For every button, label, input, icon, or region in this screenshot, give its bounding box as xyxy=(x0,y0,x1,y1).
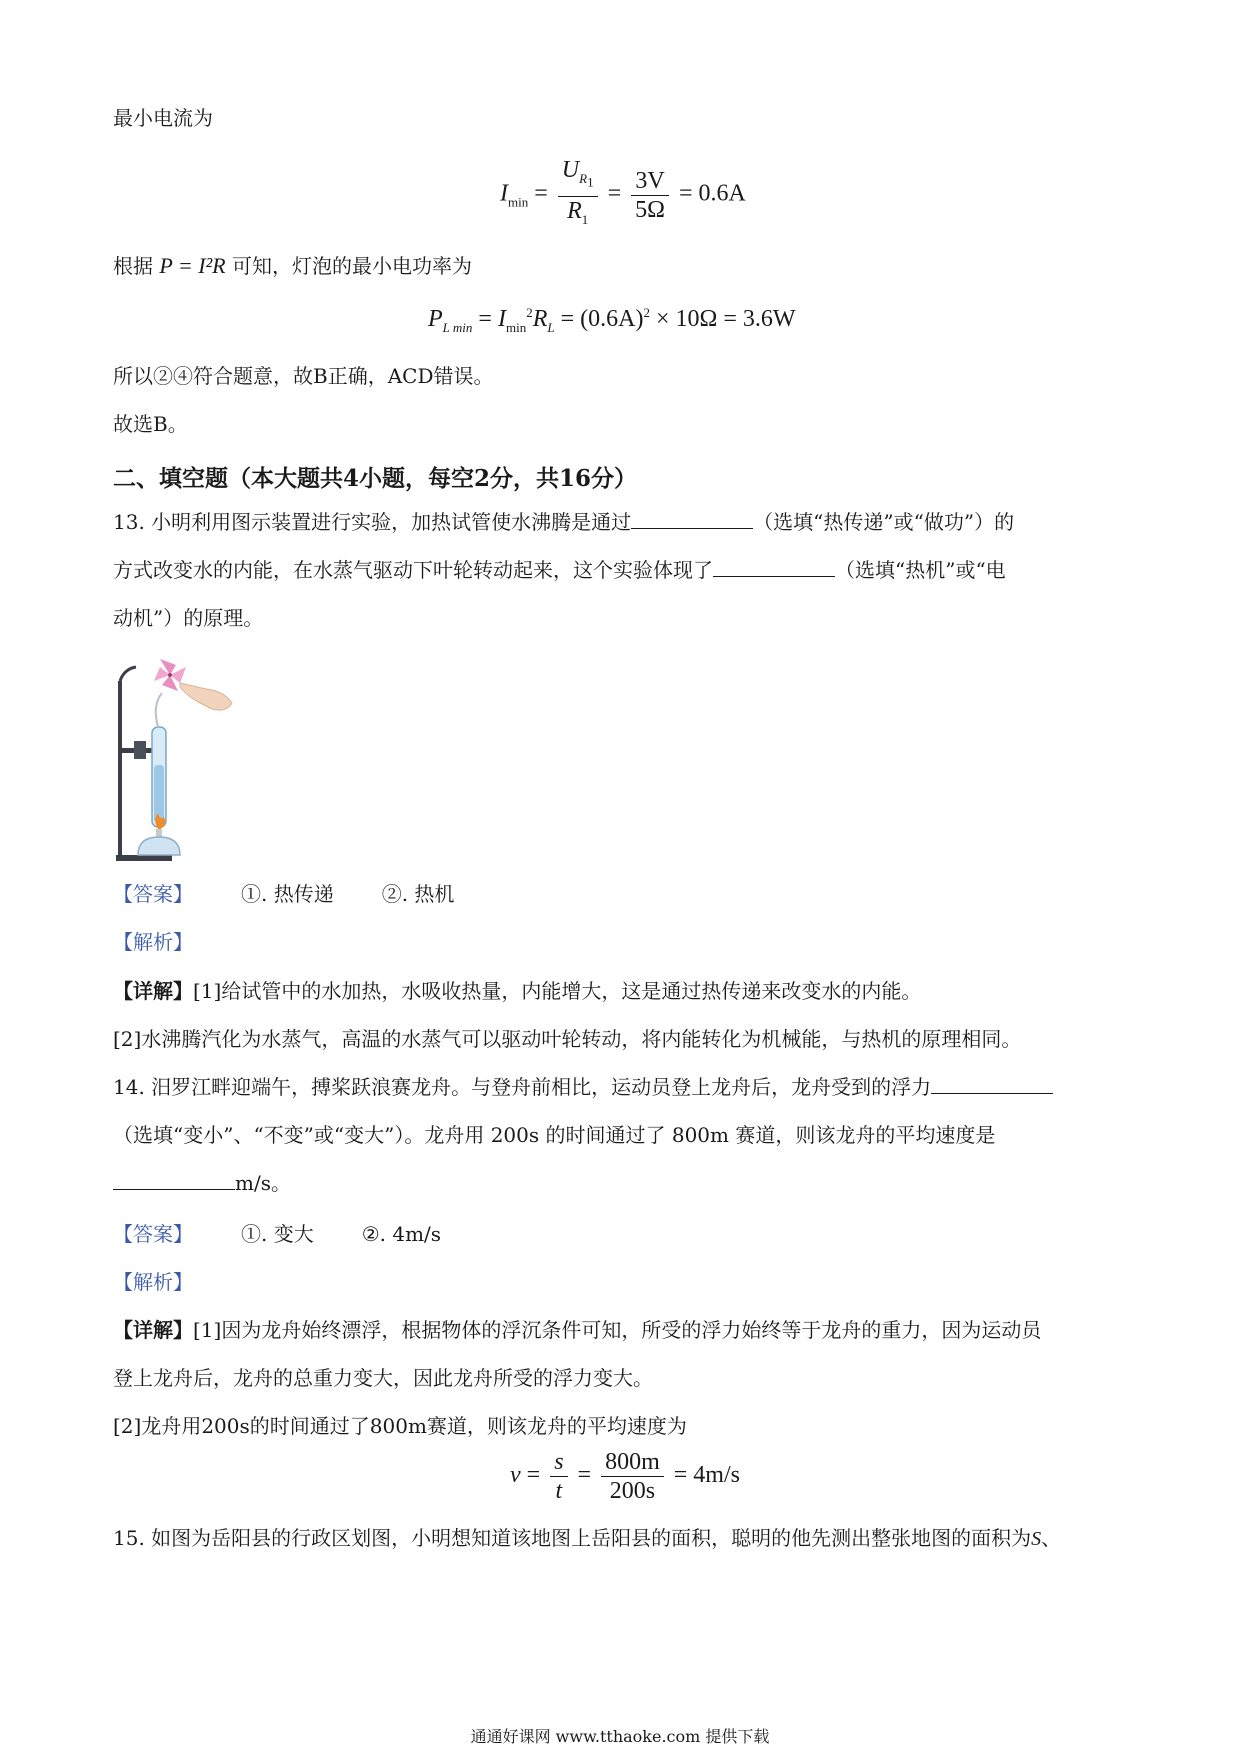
formula-superscript: 2 xyxy=(643,305,650,320)
formula-symbol: R xyxy=(532,306,548,332)
stand-rod xyxy=(118,681,122,857)
q14-line1 xyxy=(113,1073,1053,1101)
answer-item: ①. 热传递 xyxy=(241,882,334,906)
q13-answer-line xyxy=(113,880,454,908)
formula-fraction xyxy=(601,1448,664,1505)
choice-text: 故选B。 xyxy=(113,412,188,436)
formula-subscript: L xyxy=(547,319,555,335)
formula-symbol: U xyxy=(561,157,580,183)
detail-tag: 【详解】 xyxy=(113,979,193,1003)
formula-subscript: min xyxy=(508,194,529,210)
formula-symbol: R xyxy=(567,198,582,225)
formula-result: = 0.6A xyxy=(678,180,746,207)
q15-variable: S xyxy=(1031,1528,1042,1550)
formula-subscript: L min xyxy=(442,319,473,335)
q15-text: 、 xyxy=(1041,1526,1062,1550)
formula-numerator: s xyxy=(550,1448,567,1477)
footer-text: 通通好课网 www.tthaoke.com 提供下载 xyxy=(470,1727,770,1746)
q14-unit: m/s。 xyxy=(235,1171,291,1195)
q13-text: （选填“热传递”或“做功”）的 xyxy=(753,510,1015,534)
detail-text: [1]给试管中的水加热，水吸收热量，内能增大，这是通过热传递来改变水的内能。 xyxy=(193,979,922,1003)
q13-text: 13. 小明利用图示装置进行实验，加热试管使水沸腾是通过 xyxy=(113,510,632,534)
formula-fraction xyxy=(550,1448,567,1505)
formula-subscript: 1 xyxy=(587,174,594,190)
q14-detail-2: [2]龙舟用200s的时间通过了800m赛道，则该龙舟的平均速度为 xyxy=(113,1414,687,1438)
answer-tag: 【答案】 xyxy=(113,1222,193,1246)
formula-numerator: 800m xyxy=(601,1448,664,1477)
formula-text: = (0.6A) xyxy=(554,306,644,332)
q13-detail-1 xyxy=(113,977,921,1005)
tube-water xyxy=(154,765,164,823)
answer-blank xyxy=(713,556,835,577)
q14-line2: （选填“变小”、“不变”或“变大”）。龙舟用 200s 的时间通过了 800m 赛道，则该龙舟的平均速度是 xyxy=(113,1123,996,1147)
formula-denominator: t xyxy=(555,1478,563,1504)
formula-numerator: 3V xyxy=(631,167,669,196)
formula-symbol: I xyxy=(497,306,506,332)
q14-detail-1b: 登上龙舟后，龙舟的总重力变大，因此龙舟所受的浮力变大。 xyxy=(113,1366,653,1390)
experiment-apparatus-image xyxy=(108,655,238,870)
formula-result: = 4m/s xyxy=(673,1462,740,1489)
q14-text: 14. 汨罗江畔迎端午，搏桨跃浪赛龙舟。与登舟前相比，运动员登上龙舟后，龙舟受到的浮力 xyxy=(113,1075,932,1099)
formula-denominator: 5Ω xyxy=(635,196,665,223)
formula-subscript: 1 xyxy=(581,212,589,228)
conclusion-text: 所以②④符合题意，故B正确，ACD错误。 xyxy=(113,364,494,388)
q14-answer-line xyxy=(113,1220,441,1248)
stand-base xyxy=(116,855,172,861)
q14-line3 xyxy=(113,1169,291,1197)
q14-analysis-tag: 【解析】 xyxy=(113,1270,193,1294)
power-intro-line xyxy=(113,252,472,280)
answer-tag: 【答案】 xyxy=(113,882,193,906)
detail-tag: 【详解】 xyxy=(113,1318,193,1342)
q15-line1 xyxy=(113,1524,1061,1553)
answer-item: ①. 变大 xyxy=(241,1222,314,1246)
formula-min-power: $P_{L min} = I_{min}^2R_L = (0.6A)^2 \times 10\Omega = 3.6W$ xyxy=(428,305,796,335)
power-formula-inline: P = I²R xyxy=(159,253,226,278)
answer-blank xyxy=(631,508,753,529)
alcohol-lamp xyxy=(138,837,180,855)
formula-subscript: R xyxy=(579,170,588,186)
detail-text: [1]因为龙舟始终漂浮，根据物体的浮沉条件可知，所受的浮力始终等于龙舟的重力，因为运动员 xyxy=(193,1318,1042,1342)
formula-speed: v = $\frac{s}{t}$ = $\frac{800m}{200s}$ = 4m/s xyxy=(510,1449,740,1504)
q13-line2 xyxy=(113,556,1006,584)
intro-text: 最小电流为 xyxy=(113,106,213,130)
power-intro-pre: 根据 xyxy=(113,254,153,278)
formula-min-current: $I_{min}$ = $\frac{U_{R_1}}{R_1}$ = $\frac{3V}{5\Omega}$ = 0.6A xyxy=(500,156,746,234)
formula-symbol: I xyxy=(500,180,508,207)
section-heading: 二、填空题（本大题共4小题，每空2分，共16分） xyxy=(113,465,638,492)
q13-line3: 动机”）的原理。 xyxy=(113,606,264,630)
q14-detail-1a xyxy=(113,1316,1041,1344)
answer-item: ②. 4m/s xyxy=(361,1222,442,1246)
answer-blank xyxy=(113,1169,235,1190)
answer-item: ②. 热机 xyxy=(381,882,455,906)
formula-symbol: P xyxy=(428,306,443,332)
formula-fraction xyxy=(631,167,669,224)
q13-text: （选填“热机”或“电 xyxy=(835,558,1006,582)
q13-text: 方式改变水的内能，在水蒸气驱动下叶轮转动起来，这个实验体现了 xyxy=(113,558,713,582)
q13-analysis-tag: 【解析】 xyxy=(113,930,193,954)
formula-fraction xyxy=(558,156,598,234)
hand xyxy=(180,683,232,710)
q15-text: 15. 如图为岳阳县的行政区划图，小明想知道该地图上岳阳县的面积，聪明的他先测出整张地图的面积为 xyxy=(113,1526,1032,1550)
formula-denominator: 200s xyxy=(609,1478,656,1504)
formula-symbol: v xyxy=(510,1462,521,1489)
formula-text: × 10Ω = 3.6W xyxy=(649,306,796,332)
answer-blank xyxy=(931,1073,1053,1094)
power-intro-post: 可知，灯泡的最小电功率为 xyxy=(231,254,472,278)
q13-line1 xyxy=(113,508,1014,536)
formula-subscript: min xyxy=(505,319,527,335)
formula-superscript: 2 xyxy=(526,305,533,320)
q13-detail-2: [2]水沸腾汽化为水蒸气，高温的水蒸气可以驱动叶轮转动，将内能转化为机械能，与热机的原理相同。 xyxy=(113,1027,1022,1051)
